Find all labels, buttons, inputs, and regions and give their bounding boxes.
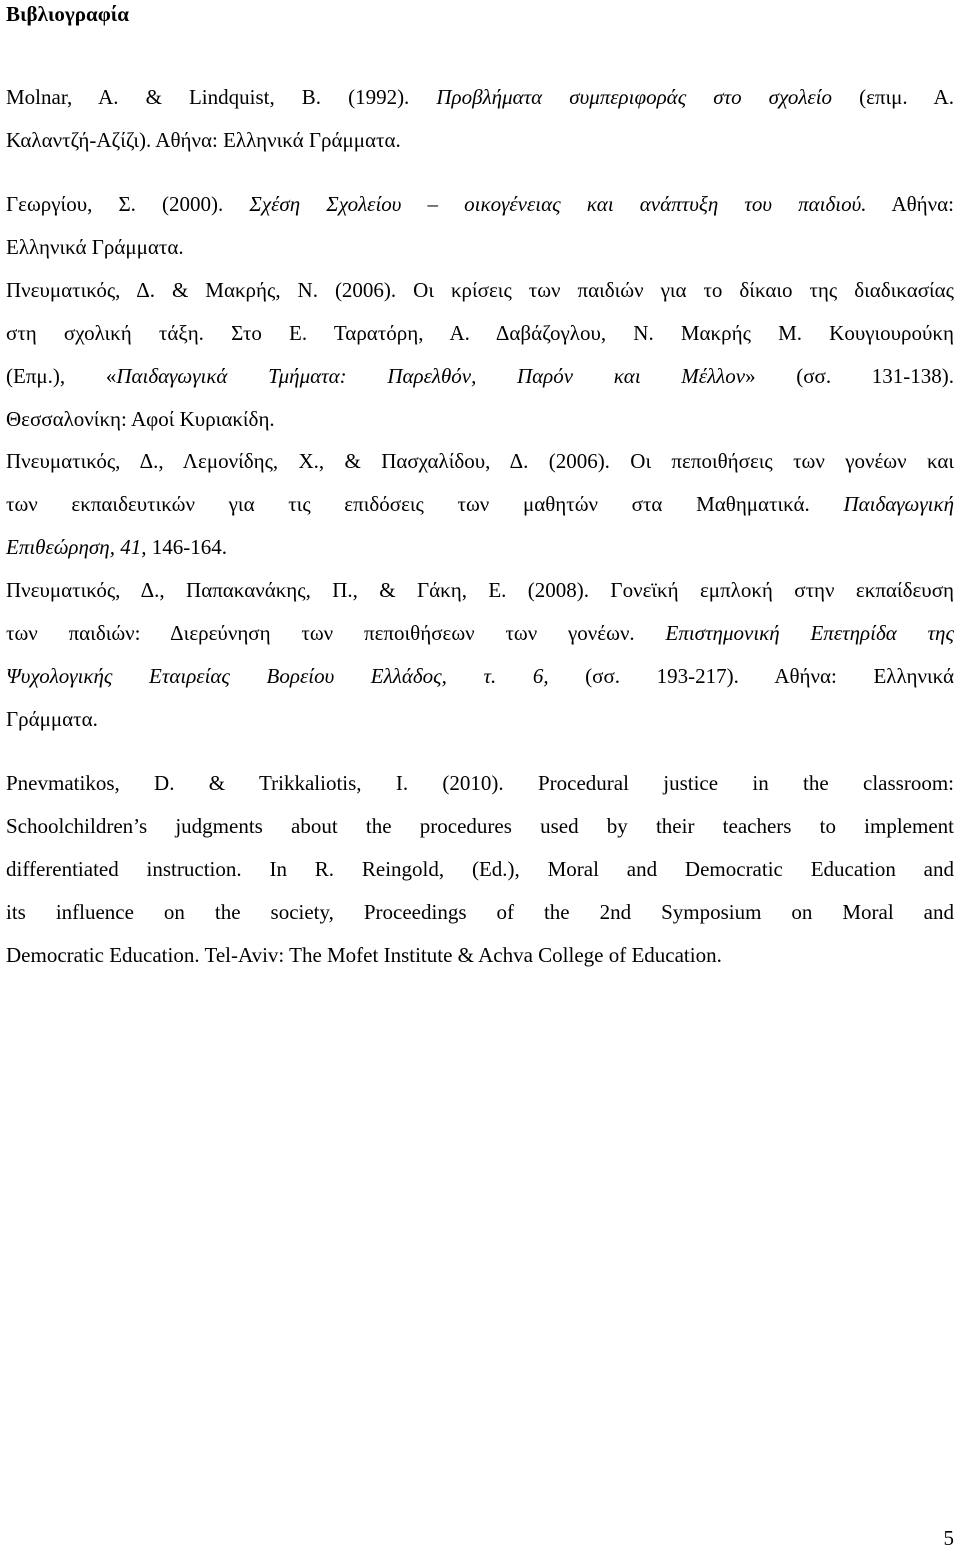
page-title: Βιβλιογραφία	[6, 2, 130, 26]
entry-line	[6, 762, 954, 805]
entry-line	[6, 526, 954, 569]
text-segment: Pnevmatikos, D. & Trikkaliotis, I. (2010). Procedural justice in the classroom:	[6, 771, 954, 795]
text-segment: Καλαντζή-Αζίζι). Αθήνα: Ελληνικά Γράμματα.	[6, 128, 401, 152]
entry-line	[6, 848, 954, 891]
entry-line	[6, 483, 954, 526]
italic-text-segment: Σχέση Σχολείου – οικογένειας και ανάπτυξη του παιδιού.	[249, 192, 867, 216]
entry-line	[6, 312, 954, 355]
text-segment: Πνευματικός, Δ., Λεμονίδης, Χ., & Πασχαλίδου, Δ. (2006). Οι πεποιθήσεις των γονέων και	[6, 449, 954, 473]
entry-line	[6, 440, 954, 483]
entry-line	[6, 398, 954, 441]
text-segment: » (σσ. 131-138).	[745, 364, 954, 388]
text-segment: Democratic Education. Tel-Aviv: The Mofet Institute & Achva College of Education.	[6, 943, 722, 967]
text-segment: Ελληνικά Γράμματα.	[6, 235, 184, 259]
bibliography-entry-4	[6, 440, 954, 569]
text-segment: (Επμ.), «	[6, 364, 117, 388]
text-segment: Schoolchildren’s judgments about the procedures used by their teachers to implement	[6, 814, 954, 838]
text-segment: (επιμ. Α.	[832, 85, 954, 109]
bibliography-entry-6	[6, 762, 954, 977]
page-number: 5	[943, 1526, 954, 1550]
bibliography-entry-5	[6, 569, 954, 741]
text-segment: Αθήνα:	[866, 192, 955, 216]
entry-line	[6, 569, 954, 612]
entry-line	[6, 612, 954, 655]
text-segment: Θεσσαλονίκη: Αφοί Κυριακίδη.	[6, 407, 275, 431]
text-segment: των παιδιών: Διερεύνηση των πεποιθήσεων των γονέων.	[6, 621, 666, 645]
entry-line	[6, 934, 954, 977]
italic-text-segment: Παιδαγωγική	[843, 492, 954, 516]
italic-text-segment: Παιδαγωγικά Τμήματα: Παρελθόν, Παρόν και Μέλλον	[116, 364, 746, 388]
entry-line	[6, 119, 954, 162]
text-segment: 146-164.	[146, 535, 227, 559]
text-segment: Molnar, A. & Lindquist, B. (1992).	[6, 85, 437, 109]
bibliography-entry-2	[6, 183, 954, 269]
text-segment: Πνευματικός, Δ., Παπακανάκης, Π., & Γάκη, Ε. (2008). Γονεϊκή εμπλοκή στην εκπαίδευση	[6, 578, 954, 602]
text-segment: στη σχολική τάξη. Στο Ε. Ταρατόρη, Α. Δαβάζογλου, Ν. Μακρής Μ. Κουγιουρούκη	[6, 321, 954, 345]
text-segment: των εκπαιδευτικών για τις επιδόσεις των μαθητών στα Μαθηματικά.	[6, 492, 844, 516]
italic-text-segment: Ψυχολογικής Εταιρείας Βορείου Ελλάδος, τ. 6,	[6, 664, 549, 688]
italic-text-segment: Επιθεώρηση, 41,	[6, 535, 147, 559]
entry-line	[6, 805, 954, 848]
italic-text-segment: Επιστημονική Επετηρίδα της	[665, 621, 954, 645]
text-segment: Γράμματα.	[6, 707, 98, 731]
entry-line	[6, 183, 955, 226]
text-segment: its influence on the society, Proceedings of the 2nd Symposium on Moral and	[6, 900, 954, 924]
entry-line	[6, 269, 954, 312]
bibliography-entry-1	[6, 76, 954, 162]
entry-line	[6, 226, 954, 269]
entry-line	[6, 655, 954, 698]
text-segment: (σσ. 193-217). Αθήνα: Ελληνικά	[548, 664, 954, 688]
entry-line	[6, 76, 954, 119]
text-segment: Γεωργίου, Σ. (2000).	[6, 192, 250, 216]
text-segment: Πνευματικός, Δ. & Μακρής, Ν. (2006). Οι κρίσεις των παιδιών για το δίκαιο της διαδικασίας	[6, 278, 954, 302]
text-segment: differentiated instruction. In R. Reingold, (Ed.), Moral and Democratic Education and	[6, 857, 954, 881]
entry-line	[6, 698, 954, 741]
italic-text-segment: Προβλήματα συμπεριφοράς στο σχολείο	[436, 85, 833, 109]
entry-line	[6, 355, 954, 398]
bibliography-entry-3	[6, 269, 954, 441]
entry-line	[6, 891, 954, 934]
